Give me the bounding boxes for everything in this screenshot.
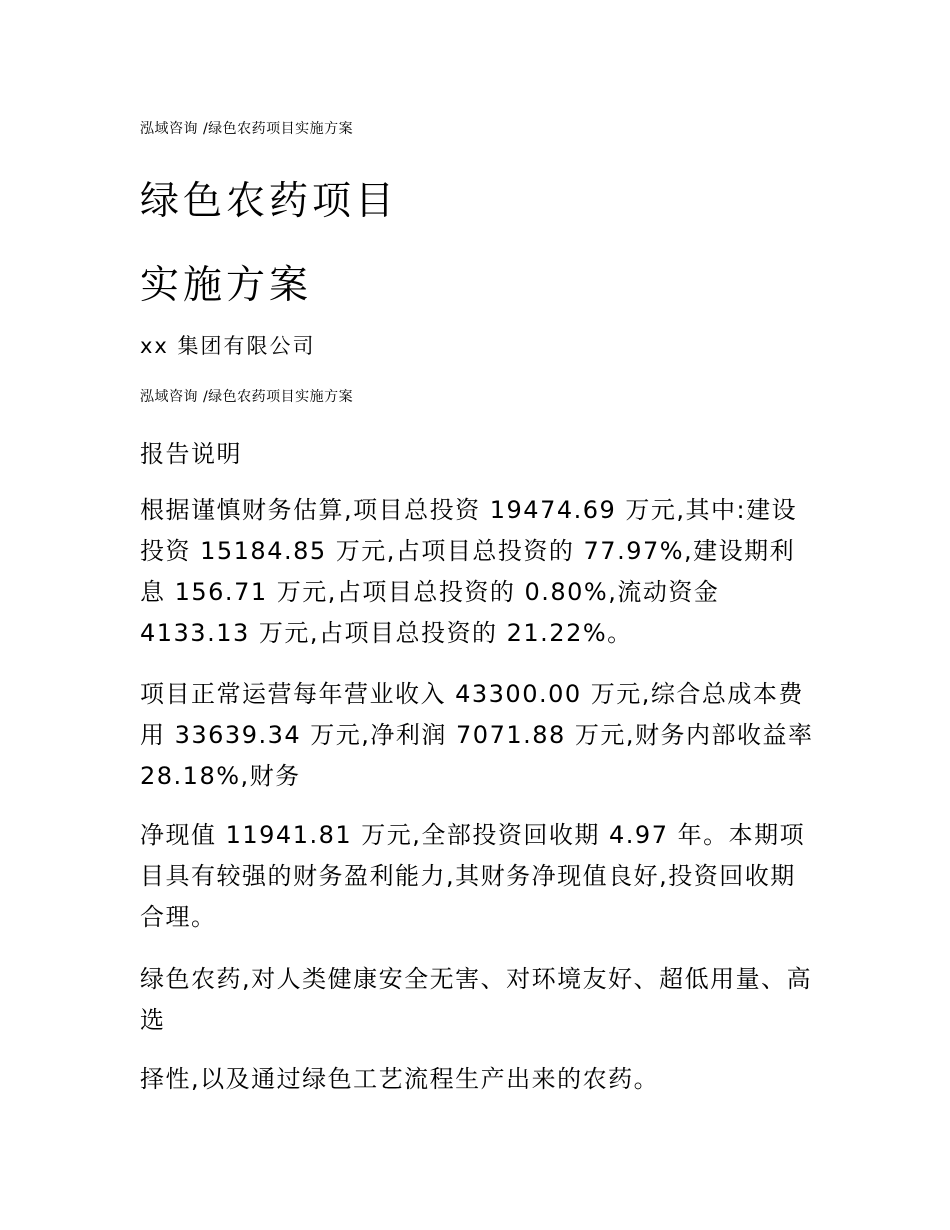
paragraph-npv: 净现值 11941.81 万元,全部投资回收期 4.97 年。本期项目具有较强的财务盈利能力,其财务净现值良好,投资回收期合理。 bbox=[140, 821, 806, 931]
company-name: xx 集团有限公司 bbox=[140, 334, 316, 358]
paragraph-investment: 根据谨慎财务估算,项目总投资 19474.69 万元,其中:建设投资 15184.85 万元,占项目总投资的 77.97%,建设期利息 156.71 万元,占项目总投资的 0.80%,流动资金4133.13 万元,占项目总投资的 21.22%。 bbox=[140, 496, 798, 647]
document-title-line-1: 绿色农药项目 bbox=[140, 179, 399, 224]
running-header: 泓域咨询 /绿色农药项目实施方案 bbox=[140, 121, 354, 137]
section-heading: 报告说明 bbox=[140, 440, 242, 468]
paragraph-definition-cont: 择性,以及通过绿色工艺流程生产出来的农药。 bbox=[140, 1065, 660, 1093]
paragraph-revenue: 项目正常运营每年营业收入 43300.00 万元,综合总成本费用 33639.34 万元,净利润 7071.88 万元,财务内部收益率 28.18%,财务 bbox=[140, 680, 814, 790]
document-title-line-2: 实施方案 bbox=[140, 263, 313, 308]
running-header-second: 泓域咨询 /绿色农药项目实施方案 bbox=[140, 389, 354, 405]
paragraph-definition: 绿色农药,对人类健康安全无害、对环境友好、超低用量、高选 bbox=[140, 965, 813, 1034]
